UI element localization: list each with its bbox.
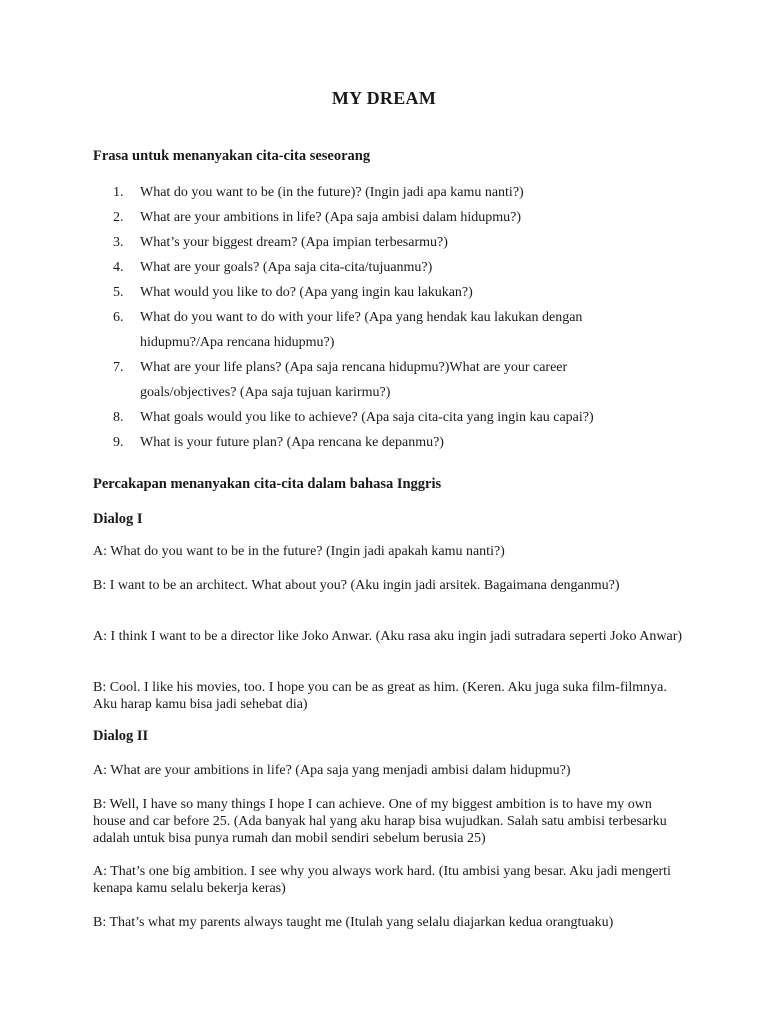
list-item-number: 1.: [113, 185, 124, 200]
list-item-number: 4.: [113, 260, 124, 275]
list-item-text: What are your goals? (Apa saja cita-cita/tujuanmu?): [140, 260, 433, 275]
list-item-text: What would you like to do? (Apa yang ingin kau lakukan?): [140, 285, 473, 300]
dialog-2-title: Dialog II: [93, 728, 149, 744]
list-item: [0, 280, 768, 305]
list-item: [0, 430, 768, 455]
dialog-line: B: Cool. I like his movies, too. I hope you can be as great as him. (Keren. Aku juga suka film-filmnya. Aku harap kamu bisa jadi sehebat dia): [93, 680, 667, 712]
list-item-number: 8.: [113, 410, 124, 425]
list-item-text: What is your future plan? (Apa rencana ke depanmu?): [140, 435, 444, 450]
list-item-number: 6.: [113, 310, 124, 325]
list-item-text: What are your ambitions in life? (Apa saja ambisi dalam hidupmu?): [140, 210, 521, 225]
dialog-1-title: Dialog I: [93, 511, 143, 527]
page-title: MY DREAM: [331, 88, 437, 108]
dialog-line: B: I want to be an architect. What about you? (Aku ingin jadi arsitek. Bagaimana denganmu?): [93, 578, 620, 593]
list-item-text: What goals would you like to achieve? (Apa saja cita-cita yang ingin kau capai?): [140, 410, 594, 425]
list-item: [0, 230, 768, 255]
list-item: [0, 205, 768, 230]
list-item-number: 7.: [113, 360, 124, 375]
section-heading-phrases: Frasa untuk menanyakan cita-cita seseorang: [93, 148, 371, 164]
list-item-text: What’s your biggest dream? (Apa impian terbesarmu?): [140, 235, 448, 250]
list-item-text: What are your life plans? (Apa saja rencana hidupmu?)What are your career goals/objectives? (Apa saja tujuan karirmu?): [140, 360, 568, 400]
question-list: [0, 180, 768, 455]
list-item: [0, 305, 768, 355]
list-item-number: 2.: [113, 210, 124, 225]
list-item: [0, 255, 768, 280]
dialog-line: B: Well, I have so many things I hope I can achieve. One of my biggest ambition is to have my own house and car before 25. (Ada banyak hal yang aku harap bisa wujudkan. Salah satu ambisi terbesarku adalah untuk bisa punya rumah dan mobil sendiri sebelum berusia 25): [93, 797, 667, 846]
list-item: [0, 180, 768, 205]
section-heading-conversation: Percakapan menanyakan cita-cita dalam bahasa Inggris: [93, 476, 442, 492]
dialog-line: A: I think I want to be a director like Joko Anwar. (Aku rasa aku ingin jadi sutradara seperti Joko Anwar): [93, 629, 683, 644]
dialog-line: A: That’s one big ambition. I see why you always work hard. (Itu ambisi yang besar. Aku jadi mengerti kenapa kamu selalu bekerja keras): [93, 864, 671, 896]
list-item-number: 9.: [113, 435, 124, 450]
dialog-line: B: That’s what my parents always taught me (Itulah yang selalu diajarkan kedua orangtuaku): [93, 915, 614, 930]
dialog-line: A: What do you want to be in the future? (Ingin jadi apakah kamu nanti?): [93, 544, 505, 559]
list-item-text: What do you want to do with your life? (Apa yang hendak kau lakukan dengan hidupmu?/Apa rencana hidupmu?): [140, 310, 583, 350]
list-item-number: 5.: [113, 285, 124, 300]
list-item: [0, 405, 768, 430]
list-item-text: What do you want to be (in the future)? (Ingin jadi apa kamu nanti?): [140, 185, 524, 200]
dialog-line: A: What are your ambitions in life? (Apa saja yang menjadi ambisi dalam hidupmu?): [93, 763, 571, 778]
list-item: [0, 355, 768, 405]
list-item-number: 3.: [113, 235, 124, 250]
